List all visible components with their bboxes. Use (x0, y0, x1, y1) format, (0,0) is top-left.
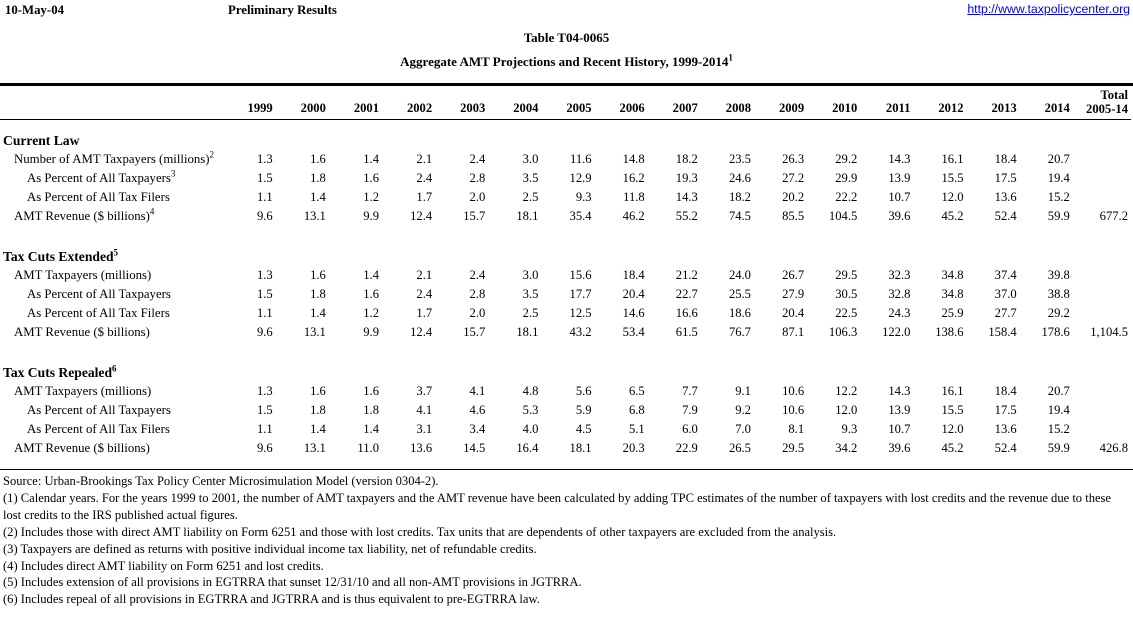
value-cell: 12.0 (941, 190, 964, 204)
value-cell: 24.0 (728, 268, 751, 282)
value-cell: 29.5 (835, 268, 858, 282)
value-cell: 39.8 (1047, 268, 1070, 282)
column-header-year: 2009 (754, 86, 807, 120)
value-cell: 5.3 (522, 403, 539, 417)
value-cell: 9.1 (735, 384, 751, 398)
value-cell: 45.2 (941, 209, 964, 223)
column-header-year: 2011 (860, 86, 913, 120)
section-title: Tax Cuts Extended$^5$ (3, 247, 119, 264)
table-row (0, 401, 1131, 420)
value-cell: 1.5 (256, 403, 273, 417)
row-label: AMT Taxpayers (millions) (14, 384, 152, 398)
value-cell: 34.2 (835, 441, 858, 455)
value-cell: 10.6 (782, 384, 805, 398)
row-label: As Percent of All Tax Filers (27, 306, 170, 320)
value-cell: 4.5 (575, 422, 592, 436)
value-cell: 1.7 (416, 190, 433, 204)
total-cell (1073, 420, 1131, 439)
value-cell: 12.4 (410, 209, 433, 223)
value-cell: 13.6 (994, 422, 1017, 436)
column-header-year: 2013 (967, 86, 1020, 120)
value-cell: 158.4 (988, 325, 1017, 339)
row-label: As Percent of All Tax Filers (27, 422, 170, 436)
value-cell: 37.4 (994, 268, 1017, 282)
value-cell: 5.9 (575, 403, 592, 417)
total-header-line2: 2005-14 (1086, 101, 1128, 116)
value-cell: 32.3 (888, 268, 911, 282)
value-cell: 1.8 (310, 287, 326, 301)
value-cell: 9.3 (841, 422, 858, 436)
value-cell: 1.6 (363, 287, 379, 301)
value-cell: 1.6 (363, 384, 379, 398)
value-cell: 1.4 (363, 422, 379, 436)
value-cell: 1.4 (310, 422, 326, 436)
table-title-text: Aggregate AMT Projections and Recent History, 1999-2014 (400, 54, 729, 69)
value-cell: 104.5 (828, 209, 858, 223)
value-cell: 12.9 (569, 171, 592, 185)
value-cell: 2.0 (469, 306, 486, 320)
value-cell: 2.4 (416, 171, 433, 185)
footnote-list (3, 490, 1132, 608)
value-cell: 2.5 (522, 190, 539, 204)
total-cell (1073, 382, 1131, 401)
value-cell: 14.3 (888, 152, 911, 166)
value-cell: 9.3 (575, 190, 592, 204)
value-cell: 76.7 (728, 325, 751, 339)
value-cell: 7.7 (682, 384, 698, 398)
value-cell: 5.1 (628, 422, 645, 436)
value-cell: 1.4 (310, 306, 326, 320)
value-cell: 2.8 (469, 171, 486, 185)
value-cell: 2.1 (416, 152, 433, 166)
value-cell: 1.5 (256, 287, 273, 301)
value-cell: 4.6 (469, 403, 486, 417)
value-cell: 39.6 (888, 441, 911, 455)
section-header-row (0, 342, 1131, 382)
value-cell: 1.3 (256, 268, 273, 282)
value-cell: 18.1 (516, 209, 539, 223)
value-cell: 27.2 (782, 171, 805, 185)
total-cell: 1,104.5 (1090, 325, 1128, 339)
row-label: As Percent of All Tax Filers (27, 190, 170, 204)
value-cell: 34.8 (941, 268, 964, 282)
row-label: As Percent of All Taxpayers (27, 403, 171, 417)
column-header-year: 2005 (541, 86, 594, 120)
value-cell: 122.0 (882, 325, 911, 339)
value-cell: 20.3 (622, 441, 645, 455)
value-cell: 14.6 (622, 306, 645, 320)
value-cell: 138.6 (935, 325, 964, 339)
value-cell: 52.4 (994, 441, 1017, 455)
amt-projections-table (0, 86, 1131, 458)
value-cell: 1.4 (310, 190, 326, 204)
value-cell: 7.9 (682, 403, 698, 417)
value-cell: 18.6 (728, 306, 751, 320)
preliminary-results-label: Preliminary Results (228, 3, 337, 17)
value-cell: 25.9 (941, 306, 964, 320)
value-cell: 1.1 (256, 190, 273, 204)
value-cell: 22.5 (835, 306, 858, 320)
section-header-row (0, 226, 1131, 266)
value-cell: 85.5 (782, 209, 805, 223)
total-cell (1073, 169, 1131, 188)
row-label: AMT Revenue ($ billions) (14, 441, 150, 455)
value-cell: 4.8 (522, 384, 539, 398)
value-cell: 13.6 (410, 441, 433, 455)
value-cell: 20.4 (782, 306, 805, 320)
value-cell: 27.9 (782, 287, 805, 301)
column-header-year: 2014 (1020, 86, 1073, 120)
table-row (0, 304, 1131, 323)
value-cell: 4.1 (469, 384, 486, 398)
value-cell: 34.8 (941, 287, 964, 301)
value-cell: 24.6 (728, 171, 751, 185)
value-cell: 11.6 (569, 152, 592, 166)
value-cell: 2.0 (469, 190, 486, 204)
value-cell: 15.5 (941, 171, 964, 185)
value-cell: 18.2 (675, 152, 698, 166)
table-row (0, 150, 1131, 169)
value-cell: 46.2 (622, 209, 645, 223)
footnotes (0, 470, 1133, 608)
value-cell: 1.1 (256, 306, 273, 320)
value-cell: 2.4 (469, 268, 486, 282)
value-cell: 39.6 (888, 209, 911, 223)
value-cell: 35.4 (569, 209, 592, 223)
value-cell: 16.4 (516, 441, 539, 455)
year-header-row (0, 86, 1131, 120)
value-cell: 5.6 (575, 384, 592, 398)
value-cell: 18.2 (728, 190, 751, 204)
table-row (0, 439, 1131, 458)
value-cell: 6.0 (682, 422, 698, 436)
section-header-row (0, 120, 1131, 151)
value-cell: 45.2 (941, 441, 964, 455)
value-cell: 15.6 (569, 268, 592, 282)
value-cell: 16.2 (622, 171, 645, 185)
table-row (0, 207, 1131, 226)
footnote: (6) Includes repeal of all provisions in EGTRRA and JGTRRA and is thus equivalent to pre-EGTRRA law. (3, 592, 540, 607)
value-cell: 26.3 (782, 152, 805, 166)
table-row (0, 382, 1131, 401)
value-cell: 12.5 (569, 306, 592, 320)
value-cell: 15.2 (1047, 190, 1070, 204)
value-cell: 1.6 (310, 268, 326, 282)
value-cell: 3.0 (522, 152, 539, 166)
value-cell: 15.5 (941, 403, 964, 417)
footnote: (1) Calendar years. For the years 1999 to 2001, the number of AMT taxpayers and the AMT revenue have been calculated by adding TPC estimates of the number of taxpayers with lost credits and the revenue due to these lost credits to the IRS published actual figures. (3, 490, 1111, 522)
value-cell: 23.5 (728, 152, 751, 166)
value-cell: 13.9 (888, 171, 911, 185)
value-cell: 10.6 (782, 403, 805, 417)
report-date: 10-May-04 (5, 3, 64, 17)
page-header (0, 0, 1133, 21)
value-cell: 22.7 (675, 287, 698, 301)
value-cell: 11.8 (623, 190, 645, 204)
value-cell: 24.3 (888, 306, 911, 320)
table-row (0, 169, 1131, 188)
value-cell: 1.1 (256, 422, 273, 436)
value-cell: 14.8 (622, 152, 645, 166)
value-cell: 9.9 (363, 325, 379, 339)
value-cell: 16.6 (675, 306, 698, 320)
value-cell: 18.1 (569, 441, 592, 455)
value-cell: 26.5 (728, 441, 751, 455)
value-cell: 10.7 (888, 190, 911, 204)
value-cell: 53.4 (622, 325, 645, 339)
value-cell: 2.5 (522, 306, 539, 320)
value-cell: 19.3 (675, 171, 698, 185)
value-cell: 17.5 (994, 403, 1017, 417)
value-cell: 2.4 (469, 152, 486, 166)
value-cell: 19.4 (1047, 171, 1070, 185)
value-cell: 9.9 (363, 209, 379, 223)
value-cell: 38.8 (1047, 287, 1070, 301)
footnote: (5) Includes extension of all provisions in EGTRRA that sunset 12/31/10 and all non-AMT provisions in JGTRRA. (3, 575, 582, 590)
total-cell (1073, 188, 1131, 207)
value-cell: 59.9 (1047, 209, 1070, 223)
column-header-year: 2001 (329, 86, 382, 120)
column-header-year: 2012 (913, 86, 966, 120)
value-cell: 61.5 (675, 325, 698, 339)
column-header-year: 2010 (807, 86, 860, 120)
total-cell (1073, 285, 1131, 304)
value-cell: 13.1 (303, 441, 326, 455)
value-cell: 15.7 (463, 209, 486, 223)
value-cell: 8.1 (788, 422, 805, 436)
value-cell: 29.9 (835, 171, 858, 185)
value-cell: 22.2 (835, 190, 858, 204)
value-cell: 1.5 (256, 171, 273, 185)
table-title-superscript: 1 (728, 52, 733, 63)
value-cell: 20.2 (782, 190, 805, 204)
total-cell (1073, 304, 1131, 323)
value-cell: 12.4 (410, 325, 433, 339)
value-cell: 1.7 (416, 306, 433, 320)
value-cell: 1.6 (310, 384, 326, 398)
row-label: AMT Revenue ($ billions) (14, 325, 150, 339)
section-title: Tax Cuts Repealed$^6$ (3, 363, 117, 380)
table-row (0, 188, 1131, 207)
value-cell: 20.7 (1047, 152, 1070, 166)
value-cell: 18.4 (994, 384, 1017, 398)
value-cell: 3.5 (522, 287, 539, 301)
value-cell: 17.5 (994, 171, 1017, 185)
value-cell: 9.2 (735, 403, 751, 417)
table-row (0, 420, 1131, 439)
value-cell: 13.6 (994, 190, 1017, 204)
row-label: As Percent of All Taxpayers (27, 287, 171, 301)
value-cell: 74.5 (728, 209, 751, 223)
table-row (0, 323, 1131, 342)
column-header-year: 1999 (223, 86, 276, 120)
table-number: Table T04-0065 (523, 30, 610, 45)
footnote: (2) Includes those with direct AMT liability on Form 6251 and those with lost credits. Tax units that are dependents of other taxpayers are excluded from the analysis. (3, 524, 837, 539)
section-title: Current Law (3, 133, 80, 148)
column-header-year: 2006 (595, 86, 648, 120)
value-cell: 52.4 (994, 209, 1017, 223)
footnote: (4) Includes direct AMT liability on Form 6251 and lost credits. (3, 558, 324, 573)
taxpolicycenter-link[interactable]: http://www.taxpolicycenter.org (967, 2, 1130, 16)
row-label: AMT Revenue ($ billions)$^4$ (14, 207, 155, 223)
value-cell: 1.4 (363, 152, 379, 166)
amt-table-body (0, 120, 1131, 459)
column-header-year: 2003 (435, 86, 488, 120)
value-cell: 3.1 (416, 422, 433, 436)
value-cell: 7.0 (735, 422, 751, 436)
total-header-line1: Total (1100, 88, 1128, 102)
value-cell: 1.6 (310, 152, 326, 166)
value-cell: 14.3 (675, 190, 698, 204)
column-header-year: 2008 (701, 86, 754, 120)
value-cell: 3.0 (522, 268, 539, 282)
source-line: Source: Urban-Brookings Tax Policy Center Microsimulation Model (version 0304-2). (3, 474, 439, 488)
value-cell: 13.9 (888, 403, 911, 417)
value-cell: 106.3 (828, 325, 858, 339)
value-cell: 12.0 (941, 422, 964, 436)
value-cell: 12.2 (835, 384, 858, 398)
value-cell: 16.1 (941, 384, 964, 398)
value-cell: 29.2 (1047, 306, 1070, 320)
column-header-year: 2007 (648, 86, 701, 120)
value-cell: 3.4 (469, 422, 486, 436)
value-cell: 3.7 (416, 384, 433, 398)
total-cell (1073, 266, 1131, 285)
total-cell: 677.2 (1099, 209, 1128, 223)
value-cell: 4.0 (522, 422, 539, 436)
value-cell: 9.6 (256, 209, 273, 223)
row-label: AMT Taxpayers (millions) (14, 268, 152, 282)
value-cell: 20.7 (1047, 384, 1070, 398)
value-cell: 1.8 (310, 171, 326, 185)
value-cell: 13.1 (303, 325, 326, 339)
value-cell: 1.3 (256, 152, 273, 166)
value-cell: 20.4 (622, 287, 645, 301)
value-cell: 1.3 (256, 384, 273, 398)
value-cell: 25.5 (728, 287, 751, 301)
value-cell: 1.2 (363, 190, 379, 204)
value-cell: 2.8 (469, 287, 486, 301)
value-cell: 1.4 (363, 268, 379, 282)
total-cell: 426.8 (1099, 441, 1128, 455)
value-cell: 1.2 (363, 306, 379, 320)
value-cell: 9.6 (256, 325, 273, 339)
value-cell: 32.8 (888, 287, 911, 301)
value-cell: 15.2 (1047, 422, 1070, 436)
value-cell: 30.5 (835, 287, 858, 301)
value-cell: 22.9 (675, 441, 698, 455)
column-header-year: 2002 (382, 86, 435, 120)
table-title (0, 54, 1133, 70)
value-cell: 21.2 (675, 268, 698, 282)
title-block (0, 30, 1133, 70)
value-cell: 29.5 (782, 441, 805, 455)
column-header-total (1073, 86, 1131, 120)
column-header-year: 2000 (276, 86, 329, 120)
value-cell: 16.1 (941, 152, 964, 166)
value-cell: 1.8 (363, 403, 379, 417)
value-cell: 18.4 (994, 152, 1017, 166)
value-cell: 12.0 (835, 403, 858, 417)
value-cell: 43.2 (569, 325, 592, 339)
table-row (0, 285, 1131, 304)
value-cell: 14.3 (888, 384, 911, 398)
value-cell: 2.1 (416, 268, 433, 282)
value-cell: 87.1 (782, 325, 805, 339)
value-cell: 178.6 (1041, 325, 1070, 339)
value-cell: 59.9 (1047, 441, 1070, 455)
value-cell: 27.7 (994, 306, 1017, 320)
value-cell: 15.7 (463, 325, 486, 339)
value-cell: 4.1 (416, 403, 433, 417)
total-cell (1073, 401, 1131, 420)
total-cell (1073, 150, 1131, 169)
footnote: (3) Taxpayers are defined as returns with positive individual income tax liability, net of refundable credits. (3, 541, 537, 556)
column-header-year: 2004 (488, 86, 541, 120)
value-cell: 19.4 (1047, 403, 1070, 417)
value-cell: 6.8 (628, 403, 645, 417)
value-cell: 9.6 (256, 441, 273, 455)
value-cell: 2.4 (416, 287, 433, 301)
value-cell: 1.8 (310, 403, 326, 417)
value-cell: 13.1 (303, 209, 326, 223)
value-cell: 55.2 (675, 209, 698, 223)
row-label: Number of AMT Taxpayers (millions)$^2$ (14, 150, 215, 166)
value-cell: 18.1 (516, 325, 539, 339)
value-cell: 17.7 (569, 287, 592, 301)
value-cell: 18.4 (622, 268, 645, 282)
table-corner-cell (0, 86, 223, 120)
value-cell: 11.0 (357, 441, 379, 455)
row-label: As Percent of All Taxpayers$^3$ (27, 169, 176, 185)
value-cell: 29.2 (835, 152, 858, 166)
value-cell: 10.7 (888, 422, 911, 436)
table-row (0, 266, 1131, 285)
value-cell: 26.7 (782, 268, 805, 282)
value-cell: 37.0 (994, 287, 1017, 301)
value-cell: 1.6 (363, 171, 379, 185)
value-cell: 14.5 (463, 441, 486, 455)
value-cell: 3.5 (522, 171, 539, 185)
value-cell: 6.5 (628, 384, 645, 398)
